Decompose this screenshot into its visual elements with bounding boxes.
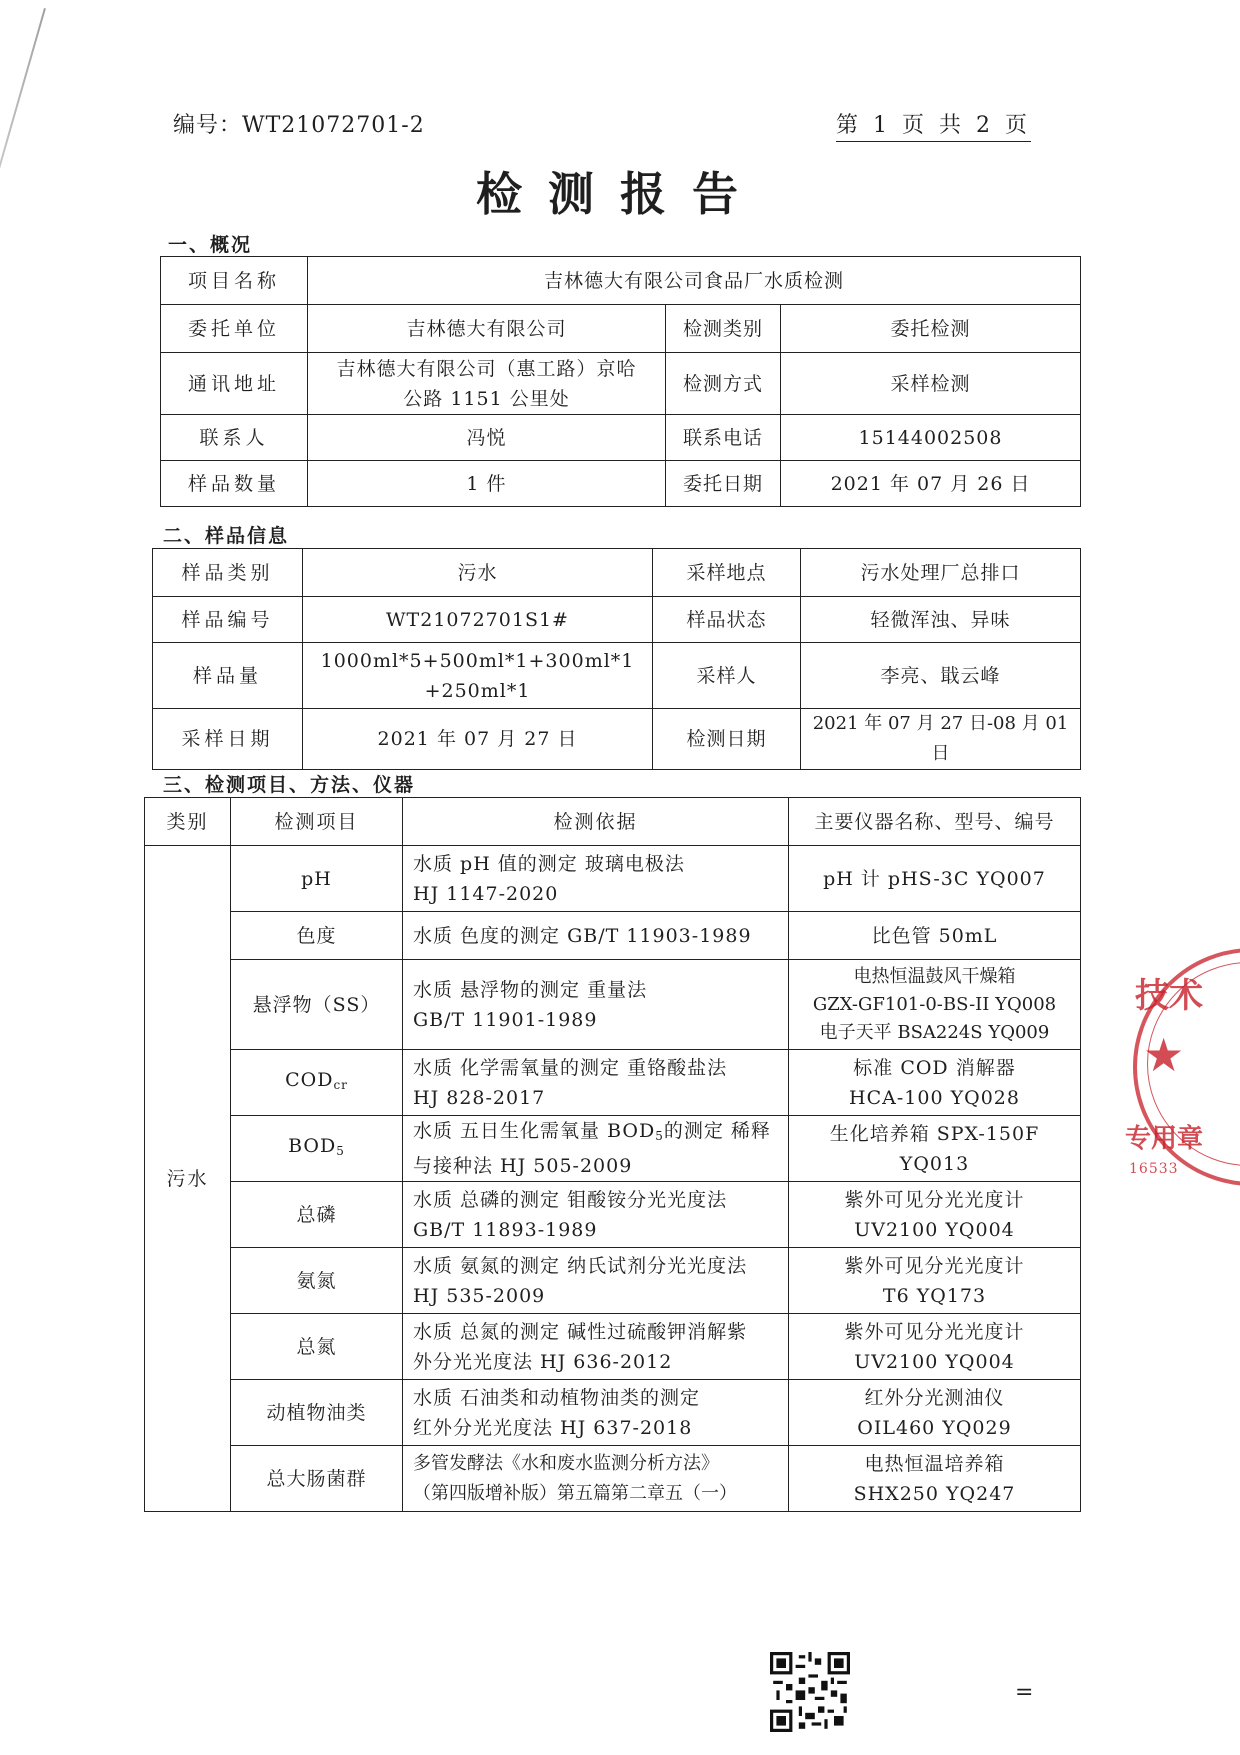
instrument-cell	[789, 1248, 1081, 1314]
cell-label: 委托单位	[161, 305, 308, 353]
item-cell: pH	[231, 846, 403, 912]
method-line: 多管发酵法《水和废水监测分析方法》	[413, 1452, 719, 1474]
method-line: 水质 悬浮物的测定 重量法	[413, 978, 648, 1001]
item-cell: 总磷	[231, 1182, 403, 1248]
table-row	[145, 1050, 1081, 1116]
method-line: GB/T 11901-1989	[413, 1008, 598, 1031]
instrument-cell	[789, 1380, 1081, 1446]
method-line: GB/T 11893-1989	[413, 1218, 598, 1241]
qr-code-icon	[770, 1652, 850, 1732]
method-subscript: 5	[655, 1129, 664, 1143]
table-row	[153, 643, 1081, 709]
table-row	[145, 1248, 1081, 1314]
amount-line: +250ml*1	[424, 679, 531, 702]
cell-value: 2021 年 07 月 26 日	[781, 461, 1081, 507]
instrument-line: 紫外可见分光光度计	[844, 1320, 1025, 1343]
instrument-line: 紫外可见分光光度计	[844, 1188, 1025, 1211]
instrument-line: SHX250 YQ247	[853, 1482, 1016, 1505]
method-line: HJ 535-2009	[413, 1284, 546, 1307]
methods-table	[144, 797, 1081, 1512]
item-subscript: cr	[333, 1078, 348, 1092]
instrument-line: 紫外可见分光光度计	[844, 1254, 1025, 1277]
seal-number: 16533	[1129, 1161, 1179, 1177]
cell-label: 样品类别	[153, 549, 303, 597]
instrument-line: 比色管 50mL	[871, 924, 998, 947]
table-row	[145, 912, 1081, 960]
cell-label: 样品数量	[161, 461, 308, 507]
instrument-cell	[789, 1314, 1081, 1380]
item-cell: 总氮	[231, 1314, 403, 1380]
table-row	[153, 709, 1081, 770]
item-cell	[231, 1050, 403, 1116]
cell-value: 李亮、戢云峰	[801, 643, 1081, 709]
method-line: 水质 总氮的测定 碱性过硫酸钾消解紫	[413, 1320, 748, 1343]
table-row	[161, 257, 1081, 305]
cell-label: 联系人	[161, 415, 308, 461]
instrument-line: 标准 COD 消解器	[853, 1056, 1016, 1079]
column-header: 类别	[145, 798, 231, 846]
table-row	[161, 461, 1081, 507]
method-line: 水质 总磷的测定 钼酸铵分光光度法	[413, 1188, 728, 1211]
item-cell: 总大肠菌群	[231, 1446, 403, 1512]
method-cell	[403, 1314, 789, 1380]
seal-star-icon: ★	[1143, 1028, 1185, 1082]
column-header: 检测依据	[403, 798, 789, 846]
table-row	[153, 549, 1081, 597]
cell-label: 检测日期	[653, 709, 801, 770]
cell-label: 检测类别	[666, 305, 781, 353]
table-row	[161, 305, 1081, 353]
table-row	[161, 353, 1081, 415]
page-indicator: 第 1 页 共 2 页	[836, 108, 1031, 142]
instrument-line: 电子天平 BSA224S YQ009	[819, 1021, 1050, 1043]
address-line: 吉林德大有限公司（惠工路）京哈	[336, 357, 637, 380]
instrument-line: 生化培养箱 SPX-150F YQ013	[829, 1122, 1040, 1175]
method-cell	[403, 1248, 789, 1314]
item-cell: 色度	[231, 912, 403, 960]
method-cell	[403, 1116, 789, 1182]
table-row	[145, 1116, 1081, 1182]
cell-label: 采样地点	[653, 549, 801, 597]
item-main: COD	[285, 1069, 334, 1091]
method-cell	[403, 1050, 789, 1116]
table-row	[145, 1446, 1081, 1512]
method-text: 的测定 稀释	[663, 1120, 771, 1142]
cell-value: 吉林德大有限公司	[308, 305, 666, 353]
instrument-line: OIL460 YQ029	[857, 1416, 1012, 1439]
method-cell	[403, 1380, 789, 1446]
cell-label: 检测方式	[666, 353, 781, 415]
overview-table	[160, 256, 1081, 507]
method-line: （第四版增补版）第五篇第二章五（一）	[413, 1482, 737, 1504]
amount-line: 1000ml*5+500ml*1+300ml*1	[320, 649, 635, 672]
section-title-methods: 三、检测项目、方法、仪器	[163, 774, 416, 796]
instrument-line: T6 YQ173	[882, 1284, 987, 1307]
cell-value: WT21072701S1#	[303, 597, 653, 643]
address-line: 公路 1151 公里处	[403, 387, 570, 410]
instrument-cell	[789, 1116, 1081, 1182]
cell-value: 吉林德大有限公司食品厂水质检测	[308, 257, 1081, 305]
cell-label: 委托日期	[666, 461, 781, 507]
cell-value	[308, 353, 666, 415]
cell-value: 轻微浑浊、异味	[801, 597, 1081, 643]
item-subscript: 5	[336, 1144, 345, 1158]
instrument-line: GZX-GF101-0-BS-II YQ008	[812, 993, 1057, 1015]
method-line: 水质 石油类和动植物油类的测定	[413, 1386, 701, 1409]
table-row	[145, 1380, 1081, 1446]
instrument-cell	[789, 846, 1081, 912]
item-cell: 悬浮物（SS）	[231, 960, 403, 1050]
seal-ring-inner	[1147, 962, 1240, 1166]
method-line: 水质 氨氮的测定 纳氏试剂分光光度法	[413, 1254, 748, 1277]
official-seal	[1125, 948, 1240, 1198]
item-cell: 动植物油类	[231, 1380, 403, 1446]
report-number: 编号：WT21072701-2	[173, 113, 425, 138]
item-cell	[231, 1116, 403, 1182]
method-cell	[403, 960, 789, 1050]
cell-value: 2021 年 07 月 27 日	[303, 709, 653, 770]
cell-label: 项目名称	[161, 257, 308, 305]
cell-label: 样品量	[153, 643, 303, 709]
table-row	[153, 597, 1081, 643]
method-cell	[403, 846, 789, 912]
cell-value: 委托检测	[781, 305, 1081, 353]
method-cell	[403, 1446, 789, 1512]
cell-value: 冯悦	[308, 415, 666, 461]
section-title-sample-info: 二、样品信息	[163, 525, 290, 547]
category-cell: 污水	[145, 846, 231, 1512]
method-line: HJ 828-2017	[413, 1086, 546, 1109]
item-cell: 氨氮	[231, 1248, 403, 1314]
table-row	[145, 960, 1081, 1050]
item-main: BOD	[288, 1135, 337, 1157]
table-row	[161, 415, 1081, 461]
method-line: HJ 1147-2020	[413, 882, 559, 905]
cell-label: 联系电话	[666, 415, 781, 461]
method-line: 与接种法 HJ 505-2009	[413, 1155, 633, 1177]
instrument-cell	[789, 1182, 1081, 1248]
instrument-cell	[789, 960, 1081, 1050]
cell-label: 采样日期	[153, 709, 303, 770]
section-title-overview: 一、概况	[168, 234, 253, 256]
method-line: 外分光光度法 HJ 636-2012	[413, 1350, 673, 1373]
cell-label: 样品状态	[653, 597, 801, 643]
instrument-line: 电热恒温鼓风干燥箱	[853, 965, 1016, 987]
cell-value: 1 件	[308, 461, 666, 507]
cell-value	[303, 643, 653, 709]
method-cell	[403, 912, 789, 960]
instrument-cell	[789, 1050, 1081, 1116]
method-line: 红外分光光度法 HJ 637-2018	[413, 1416, 693, 1439]
table-row	[145, 846, 1081, 912]
instrument-line: pH 计 pHS-3C YQ007	[823, 867, 1046, 890]
method-text: 水质 五日生化需氧量 BOD	[413, 1120, 656, 1142]
cell-value: 2021 年 07 月 27 日-08 月 01 日	[801, 709, 1081, 770]
report-title: 检测报告	[476, 167, 764, 221]
seal-text-bottom: 专用章	[1125, 1124, 1204, 1154]
table-row	[145, 1182, 1081, 1248]
method-line: 水质 pH 值的测定 玻璃电极法	[413, 852, 685, 875]
cell-value: 污水处理厂总排口	[801, 549, 1081, 597]
instrument-cell	[789, 1446, 1081, 1512]
footer-mark: =	[1015, 1680, 1034, 1705]
instrument-cell	[789, 912, 1081, 960]
instrument-line: 红外分光测油仪	[864, 1386, 1005, 1409]
seal-ring	[1133, 948, 1240, 1186]
instrument-line: 电热恒温培养箱	[864, 1452, 1005, 1475]
method-line: 水质 色度的测定 GB/T 11903-1989	[413, 924, 752, 947]
seal-text-top: 技术	[1135, 976, 1203, 1016]
table-row	[145, 1314, 1081, 1380]
column-header: 检测项目	[231, 798, 403, 846]
cell-value: 采样检测	[781, 353, 1081, 415]
sample-info-table	[152, 548, 1081, 770]
instrument-line: UV2100 YQ004	[854, 1350, 1015, 1373]
method-line: 水质 化学需氧量的测定 重铬酸盐法	[413, 1056, 728, 1079]
cell-value: 15144002508	[781, 415, 1081, 461]
instrument-line: UV2100 YQ004	[854, 1218, 1015, 1241]
column-header: 主要仪器名称、型号、编号	[789, 798, 1081, 846]
instrument-line: HCA-100 YQ028	[849, 1086, 1020, 1109]
method-cell	[403, 1182, 789, 1248]
cell-value: 污水	[303, 549, 653, 597]
table-header-row	[145, 798, 1081, 846]
cell-label: 采样人	[653, 643, 801, 709]
cell-label: 样品编号	[153, 597, 303, 643]
cell-label: 通讯地址	[161, 353, 308, 415]
method-line	[413, 1116, 782, 1151]
